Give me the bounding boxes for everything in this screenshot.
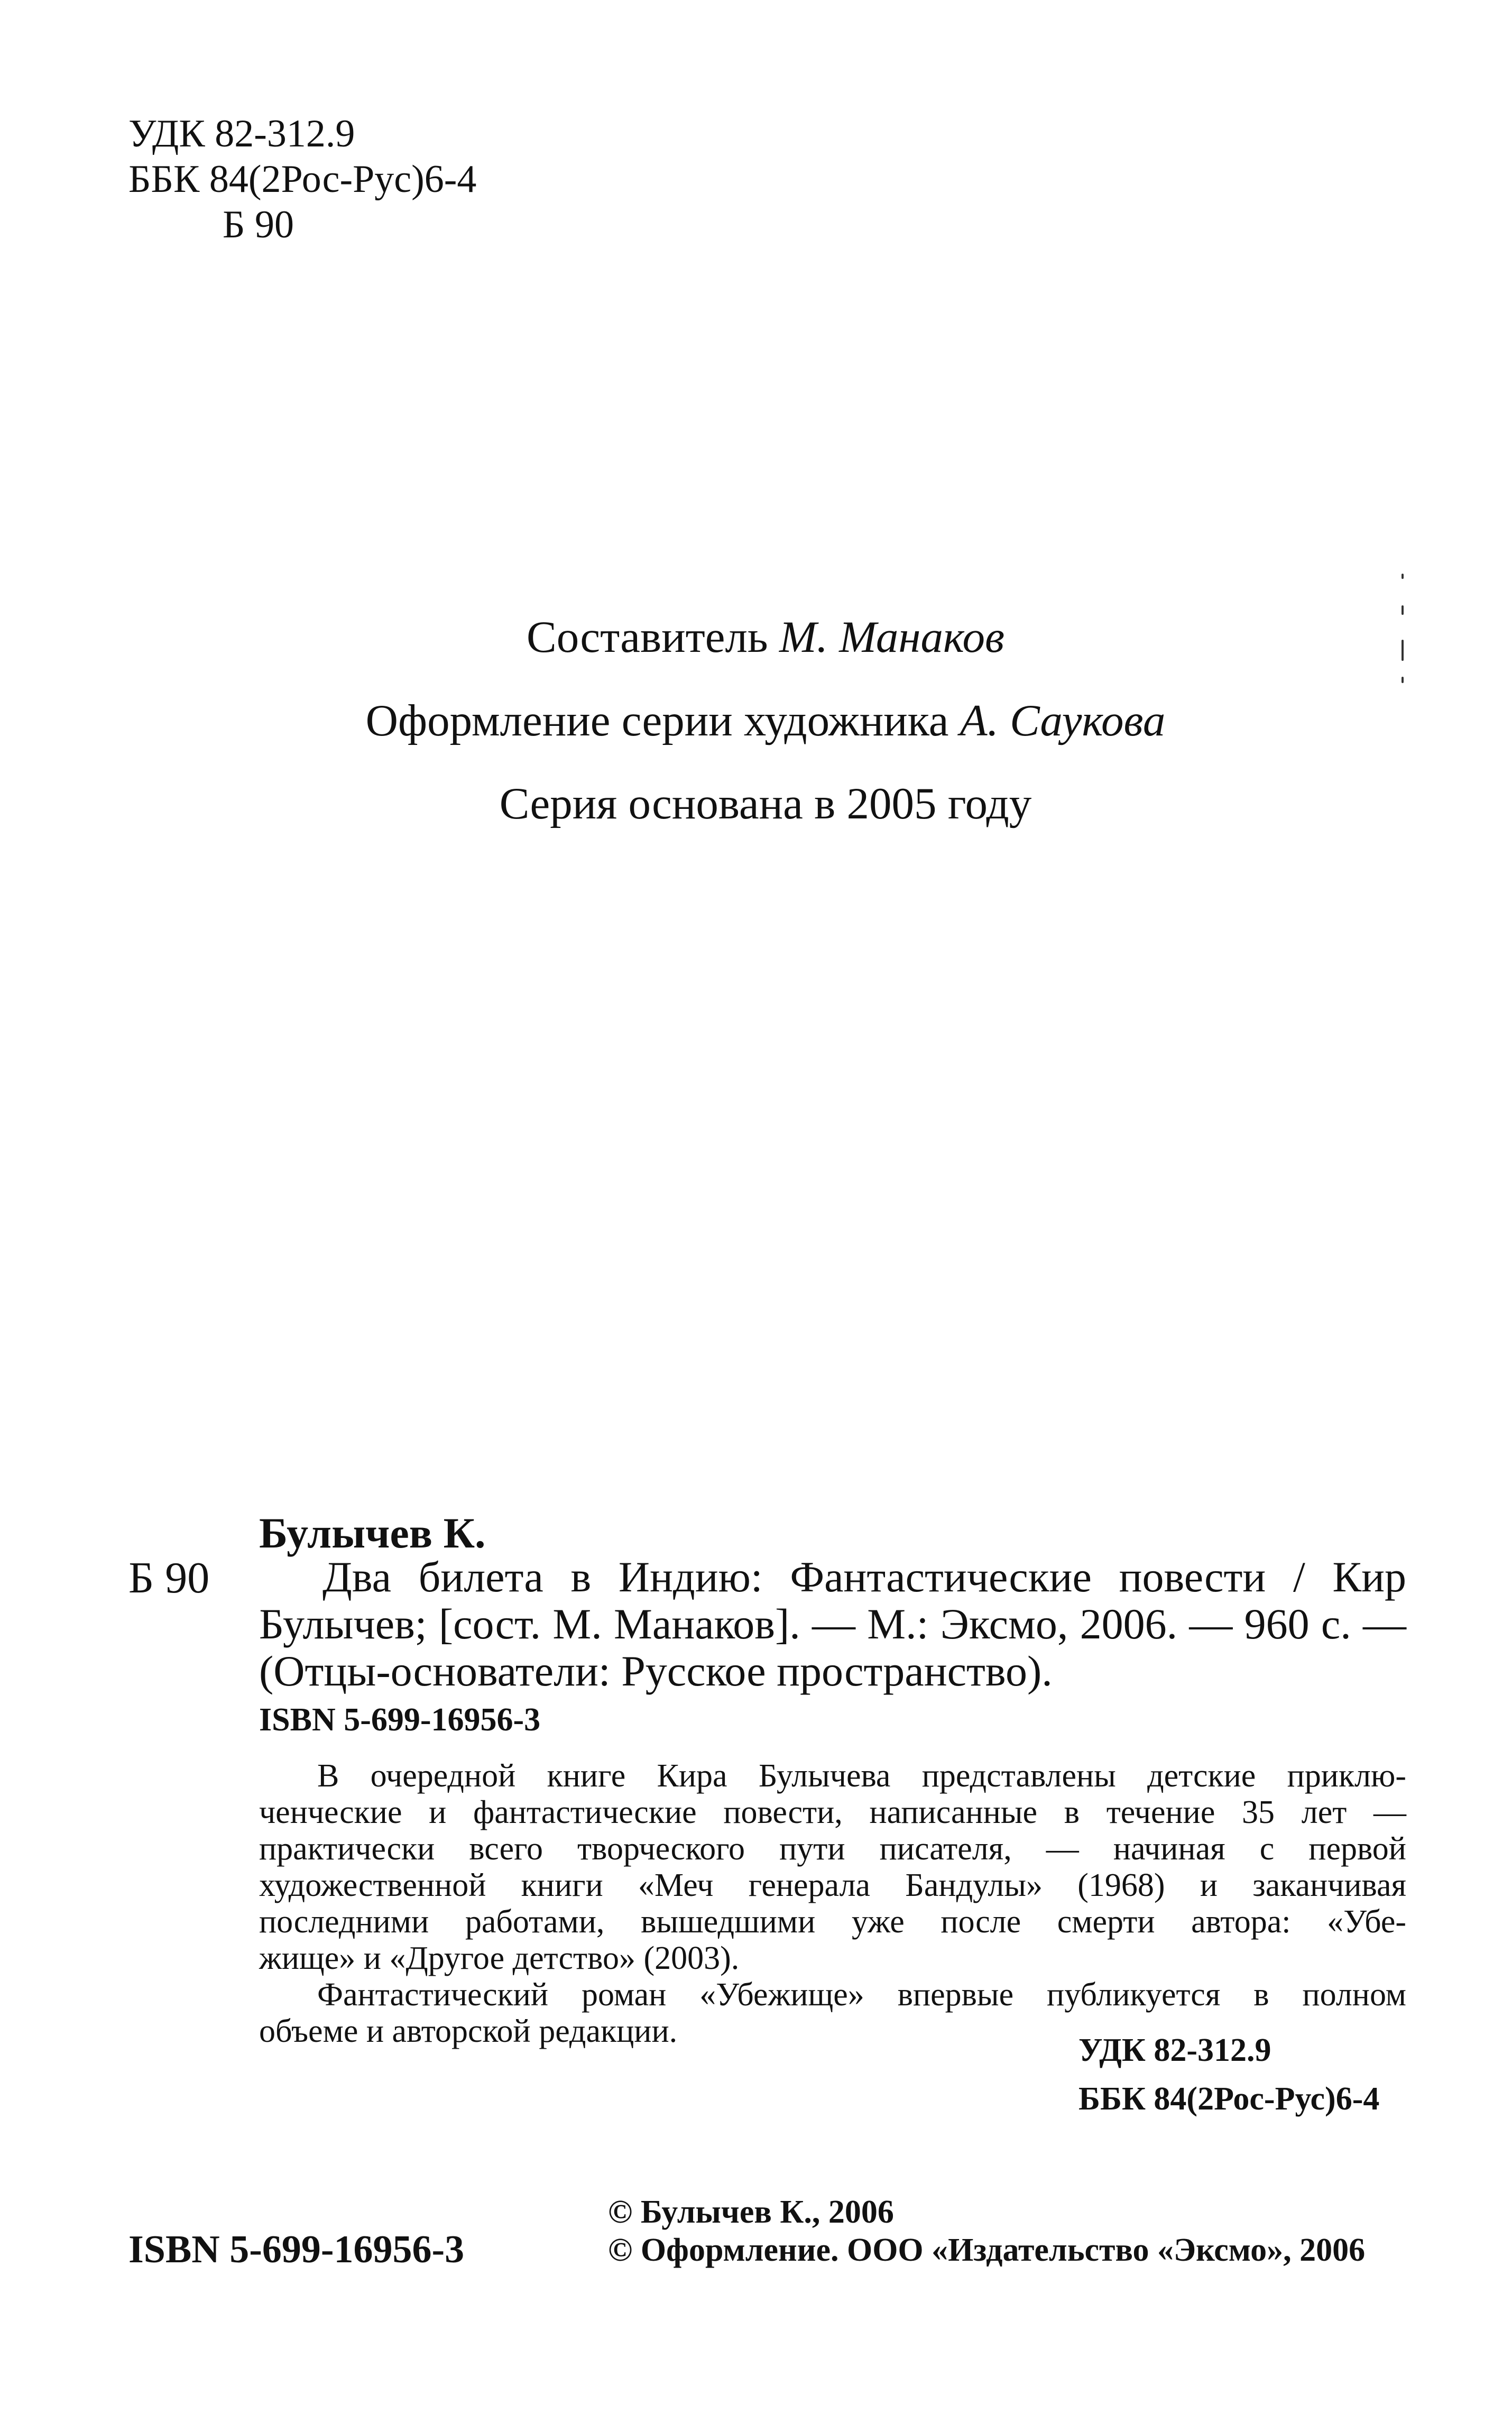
author-sign-code: Б 90 [223,203,294,246]
compiler-label: Составитель [527,612,768,662]
design-name: А. Саукова [960,696,1166,745]
copyright-block [608,2193,1365,2269]
card-bbk: ББК 84(2Рос-Рус)6-4 [1078,2081,1380,2117]
card-author: Булычев К. [259,1509,486,1557]
card-udk: УДК 82-312.9 [1078,2032,1271,2068]
card-description [259,1553,1406,1694]
annotation-line: ченческие и фантастические повести, написанные в течение 35 лет — [259,1794,1406,1830]
description-line: (Отцы-основатели: Русское пространство). [259,1647,1053,1695]
card-sign-code: Б 90 [128,1553,210,1602]
copyright-design: © Оформление. ООО «Издательство «Эксмо», 2006 [608,2232,1366,2268]
copyright-author: © Булычев К., 2006 [608,2194,894,2230]
design-credit [10,694,1512,747]
annotation [259,1758,1406,2050]
card-isbn: ISBN 5-699-16956-3 [259,1702,541,1738]
annotation-line: практически всего творческого пути писателя, — начиная с первой [259,1831,1406,1867]
annotation-line: В очередной книге Кира Булычева представлены детские приклю- [317,1758,1406,1794]
series-founded: Серия основана в 2005 году [499,779,1032,828]
udk-code: УДК 82-312.9 [128,112,355,155]
design-label: Оформление серии художника [365,696,949,745]
annotation-line: объеме и авторской редакции. [259,2013,678,2049]
description-line: Два билета в Индию: Фантастические повести / Кир [322,1553,1406,1601]
compiler-credit [10,611,1512,664]
annotation-line: Фантастический роман «Убежище» впервые публикуется в полном [317,1977,1406,2013]
annotation-line: художественной книги «Меч генерала Бандулы» (1968) и заканчивая [259,1867,1406,1903]
annotation-line: жище» и «Другое детство» (2003). [259,1940,740,1976]
scan-marks [1400,574,1405,690]
bbk-code: ББК 84(2Рос-Рус)6-4 [128,158,477,201]
footer-isbn: ISBN 5-699-16956-3 [128,2228,465,2271]
description-line: Булычев; [сост. М. Манаков]. — М.: Эксмо, 2006. — 960 с. — [259,1600,1406,1648]
compiler-name: М. Манаков [779,612,1004,662]
annotation-line: последними работами, вышедшими уже после смерти автора: «Убе- [259,1904,1406,1940]
classification-block [128,111,476,247]
